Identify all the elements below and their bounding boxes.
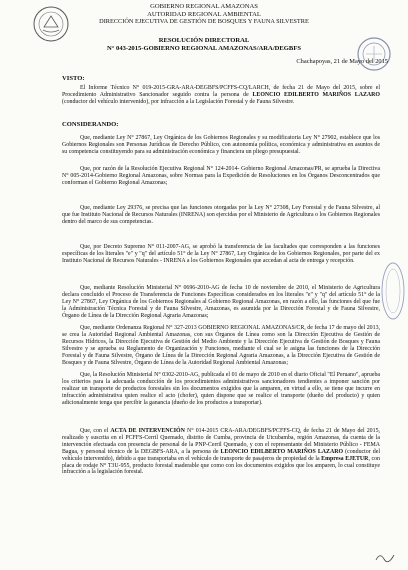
p9-text-c: N° 014-2015 CRA-ARA/DEGBFS/PCFFS-CQ, de fecha 21 de Mayo del 2015, realizado y suscrita en el PCFFS-Cerril Quemado, distrito de Cumba, provincia de Utcubamba, región Amazonas, da cuenta de la intervención efectuada con presencia de personal de la PNP-Cerril Quemado, y con el representante del Ministerio Público - FEMA Bagua, y personal técnico de la DEGBFS-ARA, a la persona de <box>62 428 380 455</box>
paragraph-7: Que, mediante Ordenanza Regional N° 327-2013 GOBIERNO REGIONAL AMAZONAS/CR, de fecha 17 de mayo del 2013, se crea la Autoridad Regional Ambiental Amazonas, con sus Órganos de Línea como son la Dirección Ejecutiva de Gestión de Recursos Hídricos, la Dirección Ejecutiva de Gestión del Medio Ambiente y la Dirección Ejecutiva de Gestión de Bosques y Fauna Silvestre y se aprueba su Reglamento de Organización y Funciones, mediante el cual se le asigna las funciones de la Dirección Forestal y de Fauna Silvestre, Órgano de Línea de la Dirección Regional Agraria Amazonas, a la Dirección Ejecutiva de Gestión de Bosques y de Fauna Silvestre, Órgano de Línea de la Autoridad Regional Ambiental Amazonas; <box>62 325 380 366</box>
p9-acta-bold: ACTA DE INTERVENCIÓN <box>110 428 185 434</box>
p1-text-c: (conductor del vehículo intervenido), por infracción a la Legislación Forestal y de Fauna Silvestre. <box>62 98 295 105</box>
signature-mark-icon <box>374 550 396 564</box>
paragraph-8: Que, la Resolución Ministerial N° 0302-2010-AG, publicada el 01 de mayo de 2010 en el diario Oficial "El Peruano", aprueba los criterios para la adecuada conducción de los procedimientos administrativos sancionadores tendientes a imponer sanción por realizar un transporte de productos forestales sin los documentos exigidos que la amparen, en virtud a ello, se tiene que incurre en infracción administrativa quien realice el acto (chofer), quien dispone que se realice el transporte (dueño del producto) y quien adicionalmente tenga que percibir la ganancia (dueño de los productos a transportar). <box>62 372 380 406</box>
paragraph-6: Que, mediante Resolución Ministerial N° 0696-2010-AG de fecha 10 de noviembre de 2010, el Ministerio de Agricultura declara concluido el Proceso de Transferencia de Funciones Específicas considerados en los literales "e" y "q" del artículo 51° de la Ley N° 27867, Ley Orgánica de los Gobiernos Regionales al Gobierno Regional Amazonas, en razón a ello, las funciones del que fue la Administración Técnica Forestal y de Fauna Silvestre, Amazonas, es asumida por la Dirección Forestal y de Fauna Silvestre, Órgano de Línea de la Dirección Regional Agraria Amazonas; <box>62 285 380 319</box>
header-line-3: DIRECCIÓN EJECUTIVA DE GESTIÓN DE BOSQUES Y FAUNA SILVESTRE <box>99 18 309 26</box>
p9-company-bold: Empresa EJETUR <box>321 455 369 462</box>
p9-text-a: Que, con el <box>80 428 111 434</box>
side-stamp-icon <box>380 260 406 322</box>
paragraph-4: Que, mediante Ley 29376, se precisa que las funciones otorgadas por la Ley N° 27308, Ley Forestal y de Fauna Silvestre, al que fue Instituto Nacional de Recursos Naturales (INRENA) son ejercidas por el Ministerio de Agricultura o los Gobiernos Regionales dentro del marco de sus competencias. <box>62 205 381 225</box>
official-stamp-icon <box>354 34 394 74</box>
p9-text-g: , con placa de rodaje N° T3U-955, producto forestal maderable que como con los documentos exigidos que los amparen, lo cual constituye infracción a la legislación forestal. <box>62 455 381 476</box>
resolution-number: N° 043-2015-GOBIERNO REGIONAL AMAZONAS/ARA/DEGBFS <box>106 44 302 52</box>
paragraph-9 <box>62 428 380 476</box>
p1-text-a: El Informe Técnico N° 019-2015-GRA-ARA-DEGBFS/PCFFS-CQ/LARCH, de fecha 21 de Mayo del 2015, sobre el Procedimiento Administrativo Sancionador seguido contra la persona de <box>62 85 380 98</box>
paragraph-2: Que, mediante Ley N° 27867, Ley Orgánica de los Gobiernos Regionales y su modificatoria Ley N° 27902, establece que los Gobiernos Regionales son Personas Jurídicas de Derecho Público, con autonomía política, económica y administrativa en asuntos de su competencia constituyendo para su administración económica y financiera un pliego presupuestal. <box>62 135 380 155</box>
header-line-1: GOBIERNO REGIONAL AMAZONAS <box>150 3 258 10</box>
paragraph-5: Que, por Decreto Supremo N° 011-2007-AG, se aprobó la transferencia de las facultades que corresponden a las funciones específicas de los literales "e" y "q" del artículo 51° de la Ley N° 27867, Ley Orgánica de los Gobiernos Regionales, por parte del ex Instituto Nacional de Recursos Naturales - INRENA a los Gobiernos Regionales que accedan al acta de entrega y recepción. <box>62 244 380 264</box>
document-date: Chachapoyas, 21 de Mayo del 2015 <box>296 58 388 65</box>
considerando-heading: CONSIDERANDO: <box>62 121 119 128</box>
paragraph-3: Que, por razón de la Resolución Ejecutiva Regional N° 124-2014- Gobierno Regional Amazonas/PR, se aprueba la Directiva N° 005-2014-Gobierno Regional Amazonas, sobre Normas para la Expedición de Resoluciones en los Órganos Desconcentrados que conforman el Gobierno Regional Amazonas; <box>62 166 380 186</box>
document-header <box>0 3 408 26</box>
visto-heading: VISTO: <box>62 75 85 82</box>
resolution-title: RESOLUCIÓN DIRECTORAL <box>158 37 250 44</box>
paragraph-visto <box>62 85 380 106</box>
p1-name-bold: LEONCIO EDILBERTO MARIÑOS LAZARO <box>252 91 380 98</box>
p9-name-bold: LEONCIO EDILBERTO MARIÑOS LAZARO <box>220 448 344 455</box>
header-line-2: AUTORIDAD REGIONAL AMBIENTAL <box>147 10 261 18</box>
resolution-title-block <box>0 37 408 53</box>
p9-text-e: (conductor del vehículo intervenido), debido a que transportaba en el vehículo de transporte de pasajeros de propiedad de la <box>62 448 380 462</box>
